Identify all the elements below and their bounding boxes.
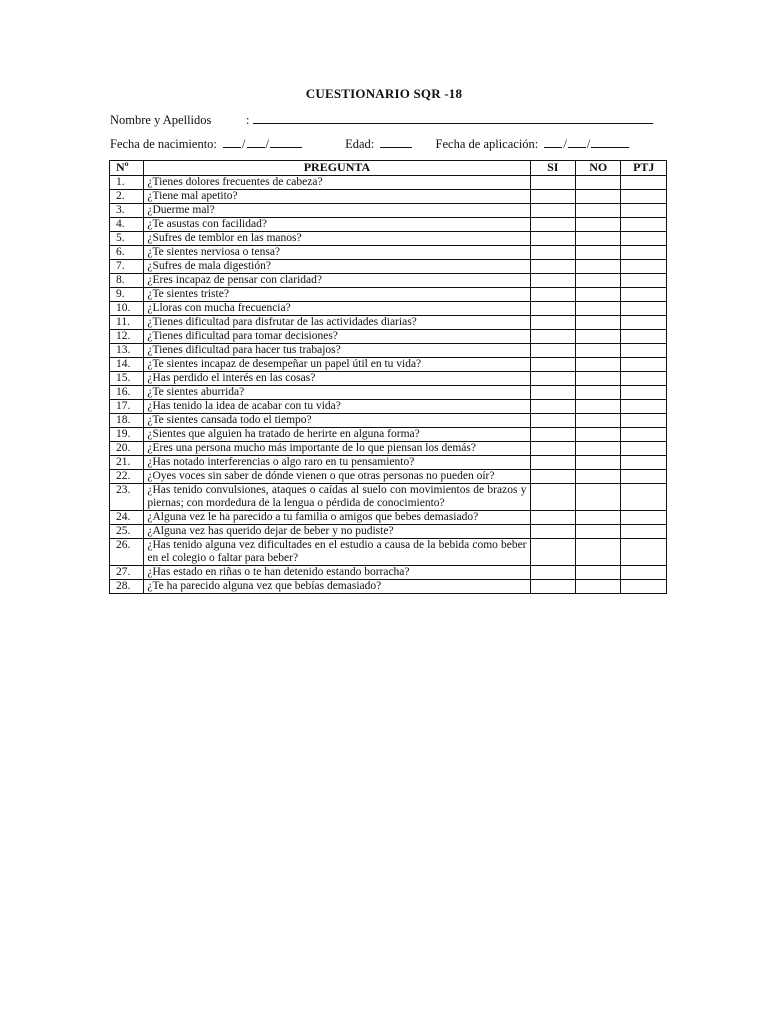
answer-no-cell[interactable] bbox=[576, 344, 621, 358]
score-ptj-cell[interactable] bbox=[621, 386, 667, 400]
table-row bbox=[110, 218, 667, 232]
answer-no-cell[interactable] bbox=[576, 232, 621, 246]
score-ptj-cell[interactable] bbox=[621, 566, 667, 580]
answer-no-cell[interactable] bbox=[576, 470, 621, 484]
question-text: ¿Has notado interferencias o algo raro en tu pensamiento? bbox=[144, 456, 530, 470]
question-text: ¿Oyes voces sin saber de dónde vienen o que otras personas no pueden oír? bbox=[144, 470, 530, 484]
birth-date-label: Fecha de nacimiento: bbox=[110, 137, 217, 151]
table-row bbox=[110, 260, 667, 274]
answer-si-cell[interactable] bbox=[530, 484, 575, 511]
table-row bbox=[110, 414, 667, 428]
question-text: ¿Tiene mal apetito? bbox=[144, 190, 530, 204]
name-blank-field[interactable] bbox=[253, 111, 653, 124]
apply-year-field[interactable] bbox=[591, 136, 629, 148]
birth-slash-1: / bbox=[242, 137, 246, 151]
answer-si-cell[interactable] bbox=[530, 260, 575, 274]
table-row bbox=[110, 344, 667, 358]
name-label: Nombre y Apellidos bbox=[110, 113, 212, 127]
question-number: 21. bbox=[110, 456, 144, 470]
table-row bbox=[110, 539, 667, 566]
question-number: 2. bbox=[110, 190, 144, 204]
question-number: 18. bbox=[110, 414, 144, 428]
questions-body bbox=[110, 176, 667, 594]
question-number: 22. bbox=[110, 470, 144, 484]
score-ptj-cell[interactable] bbox=[621, 484, 667, 511]
question-number: 6. bbox=[110, 246, 144, 260]
score-ptj-cell[interactable] bbox=[621, 442, 667, 456]
answer-si-cell[interactable] bbox=[530, 511, 575, 525]
question-number: 4. bbox=[110, 218, 144, 232]
answer-si-cell[interactable] bbox=[530, 330, 575, 344]
score-ptj-cell[interactable] bbox=[621, 400, 667, 414]
table-row bbox=[110, 566, 667, 580]
answer-no-cell[interactable] bbox=[576, 176, 621, 190]
score-ptj-cell[interactable] bbox=[621, 358, 667, 372]
col-ptj-header: PTJ bbox=[621, 161, 667, 176]
table-row bbox=[110, 386, 667, 400]
table-row bbox=[110, 428, 667, 442]
score-ptj-cell[interactable] bbox=[621, 260, 667, 274]
apply-slash-1: / bbox=[563, 137, 567, 151]
question-text: ¿Te sientes incapaz de desempeñar un papel útil en tu vida? bbox=[144, 358, 530, 372]
answer-no-cell[interactable] bbox=[576, 218, 621, 232]
score-ptj-cell[interactable] bbox=[621, 414, 667, 428]
answer-no-cell[interactable] bbox=[576, 190, 621, 204]
question-number: 5. bbox=[110, 232, 144, 246]
answer-no-cell[interactable] bbox=[576, 386, 621, 400]
answer-no-cell[interactable] bbox=[576, 442, 621, 456]
question-number: 26. bbox=[110, 539, 144, 566]
table-row bbox=[110, 456, 667, 470]
answer-no-cell[interactable] bbox=[576, 260, 621, 274]
score-ptj-cell[interactable] bbox=[621, 428, 667, 442]
answer-no-cell[interactable] bbox=[576, 456, 621, 470]
score-ptj-cell[interactable] bbox=[621, 204, 667, 218]
answer-no-cell[interactable] bbox=[576, 288, 621, 302]
table-row bbox=[110, 302, 667, 316]
apply-month-field[interactable] bbox=[568, 136, 586, 148]
answer-si-cell[interactable] bbox=[530, 344, 575, 358]
age-field[interactable] bbox=[380, 136, 412, 148]
score-ptj-cell[interactable] bbox=[621, 190, 667, 204]
answer-si-cell[interactable] bbox=[530, 470, 575, 484]
question-number: 8. bbox=[110, 274, 144, 288]
answer-si-cell[interactable] bbox=[530, 218, 575, 232]
col-number-header: Nº bbox=[110, 161, 144, 176]
table-row bbox=[110, 274, 667, 288]
answer-no-cell[interactable] bbox=[576, 566, 621, 580]
question-number: 3. bbox=[110, 204, 144, 218]
birth-month-field[interactable] bbox=[247, 136, 265, 148]
birth-day-field[interactable] bbox=[223, 136, 241, 148]
question-text: ¿Eres una persona mucho más importante de lo que piensan los demás? bbox=[144, 442, 530, 456]
table-row bbox=[110, 400, 667, 414]
question-text: ¿Eres incapaz de pensar con claridad? bbox=[144, 274, 530, 288]
score-ptj-cell[interactable] bbox=[621, 274, 667, 288]
question-text: ¿Tienes dificultad para disfrutar de las actividades diarias? bbox=[144, 316, 530, 330]
birth-year-field[interactable] bbox=[270, 136, 302, 148]
answer-no-cell[interactable] bbox=[576, 539, 621, 566]
question-text: ¿Has estado en riñas o te han detenido estando borracha? bbox=[144, 566, 530, 580]
score-ptj-cell[interactable] bbox=[621, 372, 667, 386]
questions-table bbox=[109, 160, 667, 594]
answer-si-cell[interactable] bbox=[530, 316, 575, 330]
question-number: 12. bbox=[110, 330, 144, 344]
table-row bbox=[110, 525, 667, 539]
age-label: Edad: bbox=[345, 137, 375, 151]
question-text: ¿Te sientes aburrida? bbox=[144, 386, 530, 400]
table-row bbox=[110, 580, 667, 594]
question-number: 15. bbox=[110, 372, 144, 386]
question-number: 16. bbox=[110, 386, 144, 400]
question-text: ¿Duerme mal? bbox=[144, 204, 530, 218]
score-ptj-cell[interactable] bbox=[621, 525, 667, 539]
answer-no-cell[interactable] bbox=[576, 204, 621, 218]
answer-si-cell[interactable] bbox=[530, 232, 575, 246]
answer-no-cell[interactable] bbox=[576, 414, 621, 428]
answer-si-cell[interactable] bbox=[530, 414, 575, 428]
answer-no-cell[interactable] bbox=[576, 511, 621, 525]
table-row bbox=[110, 204, 667, 218]
question-number: 25. bbox=[110, 525, 144, 539]
answer-no-cell[interactable] bbox=[576, 400, 621, 414]
question-text: ¿Alguna vez le ha parecido a tu familia o amigos que bebes demasiado? bbox=[144, 511, 530, 525]
answer-no-cell[interactable] bbox=[576, 330, 621, 344]
score-ptj-cell[interactable] bbox=[621, 232, 667, 246]
table-row bbox=[110, 372, 667, 386]
table-row bbox=[110, 330, 667, 344]
answer-si-cell[interactable] bbox=[530, 274, 575, 288]
answer-si-cell[interactable] bbox=[530, 580, 575, 594]
answer-si-cell[interactable] bbox=[530, 176, 575, 190]
score-ptj-cell[interactable] bbox=[621, 511, 667, 525]
answer-si-cell[interactable] bbox=[530, 372, 575, 386]
question-number: 14. bbox=[110, 358, 144, 372]
question-text: ¿Alguna vez has querido dejar de beber y no pudiste? bbox=[144, 525, 530, 539]
question-number: 27. bbox=[110, 566, 144, 580]
col-no-header: NO bbox=[576, 161, 621, 176]
question-text: ¿Tienes dificultad para tomar decisiones? bbox=[144, 330, 530, 344]
application-date-label: Fecha de aplicación: bbox=[435, 137, 539, 151]
document-title: CUESTIONARIO SQR -18 bbox=[305, 86, 463, 101]
table-header-row bbox=[110, 161, 667, 176]
score-ptj-cell[interactable] bbox=[621, 218, 667, 232]
answer-si-cell[interactable] bbox=[530, 246, 575, 260]
question-text: ¿Sufres de temblor en las manos? bbox=[144, 232, 530, 246]
answer-si-cell[interactable] bbox=[530, 386, 575, 400]
answer-no-cell[interactable] bbox=[576, 580, 621, 594]
question-text: ¿Has tenido alguna vez dificultades en el estudio a causa de la bebida como beber en el colegio o faltar para beber? bbox=[144, 539, 530, 566]
score-ptj-cell[interactable] bbox=[621, 456, 667, 470]
question-text: ¿Sufres de mala digestión? bbox=[144, 260, 530, 274]
name-separator: : bbox=[246, 113, 250, 127]
question-number: 9. bbox=[110, 288, 144, 302]
score-ptj-cell[interactable] bbox=[621, 246, 667, 260]
question-number: 7. bbox=[110, 260, 144, 274]
score-ptj-cell[interactable] bbox=[621, 470, 667, 484]
table-row bbox=[110, 176, 667, 190]
birth-slash-2: / bbox=[265, 137, 269, 151]
question-number: 20. bbox=[110, 442, 144, 456]
question-text: ¿Te sientes triste? bbox=[144, 288, 530, 302]
score-ptj-cell[interactable] bbox=[621, 580, 667, 594]
score-ptj-cell[interactable] bbox=[621, 176, 667, 190]
answer-si-cell[interactable] bbox=[530, 428, 575, 442]
score-ptj-cell[interactable] bbox=[621, 288, 667, 302]
question-number: 13. bbox=[110, 344, 144, 358]
question-number: 11. bbox=[110, 316, 144, 330]
answer-si-cell[interactable] bbox=[530, 566, 575, 580]
col-si-header: SI bbox=[530, 161, 575, 176]
table-row bbox=[110, 288, 667, 302]
question-text: ¿Sientes que alguien ha tratado de herirte en alguna forma? bbox=[144, 428, 530, 442]
question-text: ¿Te sientes nerviosa o tensa? bbox=[144, 246, 530, 260]
answer-no-cell[interactable] bbox=[576, 358, 621, 372]
answer-no-cell[interactable] bbox=[576, 525, 621, 539]
answer-si-cell[interactable] bbox=[530, 204, 575, 218]
question-number: 28. bbox=[110, 580, 144, 594]
score-ptj-cell[interactable] bbox=[621, 302, 667, 316]
question-number: 10. bbox=[110, 302, 144, 316]
answer-no-cell[interactable] bbox=[576, 246, 621, 260]
question-text: ¿Te asustas con facilidad? bbox=[144, 218, 530, 232]
question-text: ¿Has perdido el interés en las cosas? bbox=[144, 372, 530, 386]
table-row bbox=[110, 190, 667, 204]
question-number: 24. bbox=[110, 511, 144, 525]
question-text: ¿Tienes dolores frecuentes de cabeza? bbox=[144, 176, 530, 190]
table-row bbox=[110, 316, 667, 330]
answer-no-cell[interactable] bbox=[576, 274, 621, 288]
question-text: ¿Tienes dificultad para hacer tus trabajos? bbox=[144, 344, 530, 358]
answer-no-cell[interactable] bbox=[576, 316, 621, 330]
question-number: 1. bbox=[110, 176, 144, 190]
answer-si-cell[interactable] bbox=[530, 358, 575, 372]
answer-si-cell[interactable] bbox=[530, 442, 575, 456]
table-row bbox=[110, 232, 667, 246]
answer-si-cell[interactable] bbox=[530, 190, 575, 204]
answer-no-cell[interactable] bbox=[576, 372, 621, 386]
table-row bbox=[110, 470, 667, 484]
col-question-header: PREGUNTA bbox=[144, 161, 530, 176]
answer-si-cell[interactable] bbox=[530, 539, 575, 566]
question-text: ¿Has tenido convulsiones, ataques o caídas al suelo con movimientos de brazos y piernas; con mordedura de la lengua o pérdida de conocimiento? bbox=[144, 484, 530, 511]
score-ptj-cell[interactable] bbox=[621, 344, 667, 358]
table-row bbox=[110, 358, 667, 372]
question-number: 23. bbox=[110, 484, 144, 511]
answer-si-cell[interactable] bbox=[530, 456, 575, 470]
table-row bbox=[110, 484, 667, 511]
answer-no-cell[interactable] bbox=[576, 484, 621, 511]
score-ptj-cell[interactable] bbox=[621, 539, 667, 566]
apply-slash-2: / bbox=[586, 137, 591, 151]
question-text: ¿Has tenido la idea de acabar con tu vida? bbox=[144, 400, 530, 414]
answer-si-cell[interactable] bbox=[530, 525, 575, 539]
answer-si-cell[interactable] bbox=[530, 302, 575, 316]
answer-no-cell[interactable] bbox=[576, 302, 621, 316]
table-row bbox=[110, 511, 667, 525]
answer-si-cell[interactable] bbox=[530, 400, 575, 414]
score-ptj-cell[interactable] bbox=[621, 330, 667, 344]
question-number: 17. bbox=[110, 400, 144, 414]
answer-si-cell[interactable] bbox=[530, 288, 575, 302]
question-text: ¿Lloras con mucha frecuencia? bbox=[144, 302, 530, 316]
question-text: ¿Te ha parecido alguna vez que bebías demasiado? bbox=[144, 580, 530, 594]
dates-line bbox=[110, 136, 629, 152]
question-text: ¿Te sientes cansada todo el tiempo? bbox=[144, 414, 530, 428]
question-number: 19. bbox=[110, 428, 144, 442]
apply-day-field[interactable] bbox=[544, 136, 562, 148]
name-line bbox=[110, 111, 653, 128]
table-row bbox=[110, 442, 667, 456]
table-row bbox=[110, 246, 667, 260]
answer-no-cell[interactable] bbox=[576, 428, 621, 442]
score-ptj-cell[interactable] bbox=[621, 316, 667, 330]
